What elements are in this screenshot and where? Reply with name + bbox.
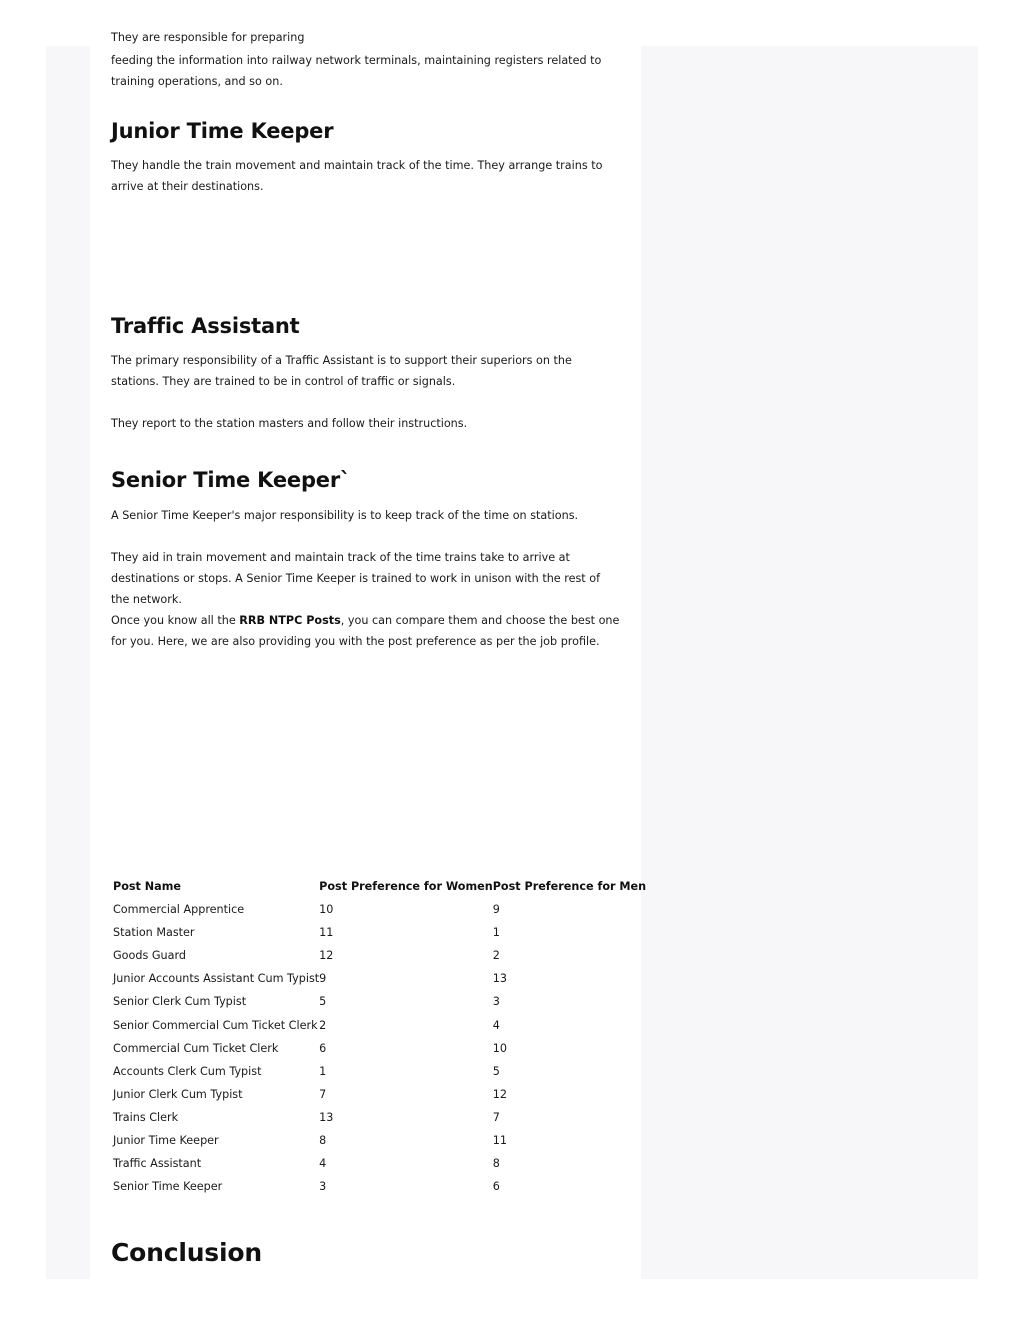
cell-post-name: Traffic Assistant (113, 1157, 202, 1171)
cell-post-name: Junior Accounts Assistant Cum Typist (113, 972, 320, 986)
traffic-assistant-paragraph-2: They report to the station masters and follow their instructions. (111, 417, 468, 430)
cell-post-name: Junior Clerk Cum Typist (113, 1087, 243, 1101)
cell-men-preference: 9 (492, 903, 500, 917)
table-row (113, 1129, 646, 1152)
cell-women-preference: 5 (319, 995, 327, 1009)
cell-post-name: Commercial Cum Ticket Clerk (113, 1041, 279, 1055)
article (90, 31, 647, 1279)
heading-conclusion: Conclusion (111, 1238, 262, 1267)
cell-women-preference: 12 (319, 949, 334, 963)
cell-men-preference: 8 (492, 1157, 500, 1171)
cell-post-name: Senior Clerk Cum Typist (113, 995, 247, 1009)
table-row (113, 1083, 646, 1106)
post-preference-table (113, 875, 646, 1198)
table-row (113, 1175, 646, 1198)
table-row (113, 967, 646, 990)
cell-post-name: Senior Commercial Cum Ticket Clerk (113, 1018, 318, 1032)
posts-compare-text-1: Once you know all the (111, 614, 240, 627)
cell-men-preference: 10 (492, 1041, 507, 1055)
traffic-assistant-paragraph-1: The primary responsibility of a Traffic Assistant is to support their superiors on the stations. They are trained to be in control of traffic or signals. (111, 354, 572, 388)
cell-men-preference: 12 (492, 1087, 507, 1101)
table-row (113, 990, 646, 1013)
table-row (113, 1060, 646, 1083)
senior-time-keeper-paragraph-1: A Senior Time Keeper's major responsibility is to keep track of the time on stations. (111, 509, 579, 522)
intro-paragraph: feeding the information into railway network terminals, maintaining registers related to training operations, and so on. (111, 54, 602, 88)
junior-time-keeper-paragraph: They handle the train movement and maintain track of the time. They arrange trains to arrive at their destinations. (111, 159, 603, 193)
header-post-name: Post Name (113, 880, 181, 893)
cell-women-preference: 6 (319, 1041, 327, 1055)
table-row (113, 1013, 646, 1036)
cell-post-name: Station Master (113, 926, 195, 940)
cell-women-preference: 11 (319, 926, 334, 940)
cell-women-preference: 10 (319, 903, 334, 917)
senior-time-keeper-paragraph-2: They aid in train movement and maintain track of the time trains take to arrive at destinations or stops. A Senior Time Keeper is trained to work in unison with the rest of the network. (111, 551, 601, 606)
cell-women-preference: 8 (319, 1133, 327, 1147)
cut-off-text: They are responsible for preparing (111, 31, 305, 44)
table-row (113, 1037, 646, 1060)
cell-women-preference: 1 (319, 1064, 327, 1078)
cell-post-name: Accounts Clerk Cum Typist (113, 1064, 262, 1078)
cell-men-preference: 1 (492, 926, 500, 940)
cell-women-preference: 7 (319, 1087, 327, 1101)
posts-compare-text-2: , you can compare them and choose the best one for you. Here, we are also providing you with the post preference as per the job profile. (111, 614, 620, 648)
cell-post-name: Commercial Apprentice (113, 903, 245, 917)
cell-women-preference: 9 (319, 972, 327, 986)
table-row (113, 1152, 646, 1175)
cut-off-line (111, 31, 621, 46)
cell-women-preference: 13 (319, 1110, 334, 1124)
cell-men-preference: 5 (492, 1064, 500, 1078)
cell-women-preference: 4 (319, 1157, 327, 1171)
table-body (113, 898, 646, 1198)
table-row (113, 1106, 646, 1129)
table-row (113, 921, 646, 944)
cell-men-preference: 13 (492, 972, 507, 986)
table-header-row (113, 875, 646, 898)
cell-post-name: Junior Time Keeper (113, 1133, 219, 1147)
cell-post-name: Trains Clerk (113, 1110, 179, 1124)
cell-men-preference: 11 (492, 1133, 507, 1147)
cell-post-name: Senior Time Keeper (113, 1180, 223, 1194)
cell-men-preference: 7 (492, 1110, 500, 1124)
cell-post-name: Goods Guard (113, 949, 186, 963)
cell-men-preference: 6 (492, 1180, 500, 1194)
sidebar (641, 46, 978, 1279)
cell-men-preference: 4 (492, 1018, 500, 1032)
posts-compare-paragraph (111, 610, 621, 652)
table-row (113, 944, 646, 967)
cell-men-preference: 3 (492, 995, 500, 1009)
heading-traffic-assistant: Traffic Assistant (111, 314, 300, 338)
header-men-preference: Post Preference for Men (492, 880, 647, 893)
cell-women-preference: 2 (319, 1018, 327, 1032)
header-women-preference: Post Preference for Women (319, 880, 493, 893)
rrb-ntpc-posts-link-text: RRB NTPC Posts (239, 614, 341, 627)
table-row (113, 898, 646, 921)
heading-senior-time-keeper: Senior Time Keeper` (111, 468, 351, 492)
cell-men-preference: 2 (492, 949, 500, 963)
cell-women-preference: 3 (319, 1180, 327, 1194)
heading-junior-time-keeper: Junior Time Keeper (111, 119, 334, 143)
